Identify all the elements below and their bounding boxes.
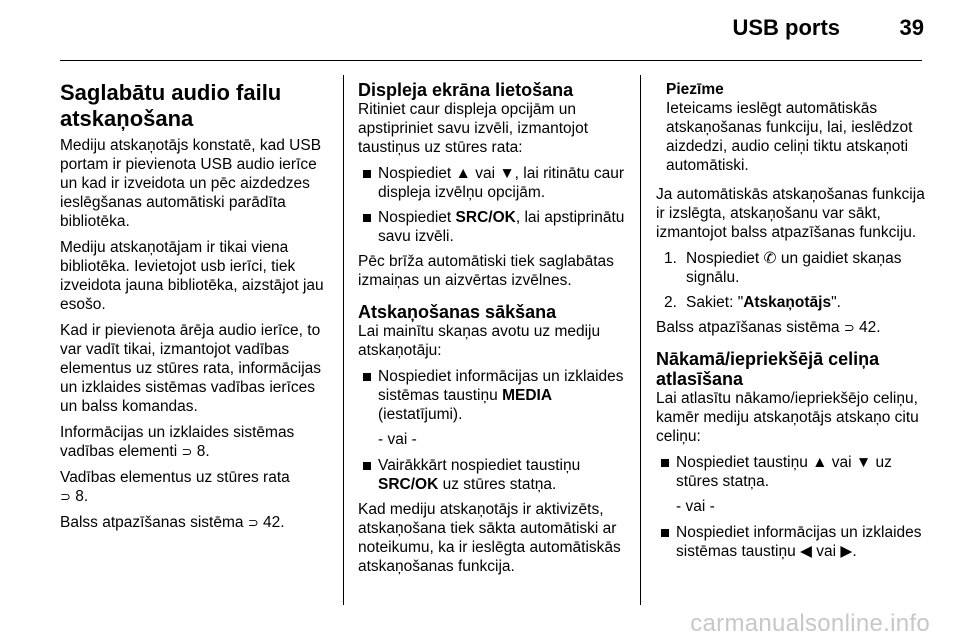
button-name: MEDIA — [502, 387, 553, 404]
numbered-item — [656, 249, 926, 287]
alternative-separator: - vai - — [676, 498, 715, 515]
list-item-text: un gaidiet skaņas signālu. — [686, 250, 902, 286]
paragraph-text: Informācijas un izklaides sistēmas vadības elementi — [60, 424, 295, 460]
note-title: Piezīme — [666, 81, 724, 98]
page-ref-icon: ⊃ — [843, 320, 855, 335]
list-item-text: , lai apstiprinātu savu izvēli. — [378, 209, 625, 245]
paragraph: Mediju atskaņotājam ir tikai viena bibliotēka. Ievietojot usb ierīci, tiek izveidota jauna bibliotēka, aizstājot jau esošo. — [60, 239, 324, 313]
paragraph-with-ref — [656, 318, 926, 337]
page-ref-icon: ⊃ — [60, 489, 71, 504]
bullet-list — [656, 453, 926, 491]
page-ref-link[interactable]: 42. — [263, 514, 285, 531]
bullet-list — [358, 367, 630, 424]
list-item — [358, 164, 630, 202]
section-heading-track-select: Nākamā/iepriekšējā celiņa atlasīšana — [656, 349, 880, 389]
bullet-list — [358, 164, 630, 246]
step-number: 1. — [664, 250, 677, 267]
column-divider-right — [640, 75, 641, 605]
section-title: USB ports — [732, 15, 840, 40]
section-heading-playback: Saglabātu audio failu atskaņošana — [60, 80, 282, 131]
list-item-text: Nospiediet informācijas un izklaides sistēmas taustiņu — [378, 368, 624, 404]
paragraph-text: Vadības elementus uz stūres rata — [60, 469, 290, 486]
column-2 — [358, 74, 630, 583]
button-name: SRC/OK — [378, 476, 439, 493]
list-item-text: ". — [831, 294, 841, 311]
column-divider-left — [343, 75, 344, 605]
column-3 — [656, 74, 926, 567]
list-item-text: Nospiediet informācijas un izklaides sistēmas taustiņu ◀ vai ▶. — [676, 524, 922, 560]
page-ref-icon: ⊃ — [181, 444, 193, 459]
paragraph-text: Balss atpazīšanas sistēma — [60, 514, 248, 531]
page-ref-link[interactable]: 8. — [75, 488, 89, 505]
bullet-square-icon — [363, 462, 371, 470]
numbered-item — [656, 293, 926, 312]
button-name: SRC/OK — [455, 209, 516, 226]
voice-command: Atskaņotājs — [743, 294, 832, 311]
page-ref-link[interactable]: 42. — [859, 319, 881, 336]
list-item-text: Sakiet: " — [686, 294, 744, 311]
paragraph-with-ref — [60, 468, 330, 506]
list-item-text: (iestatījumi). — [378, 406, 463, 423]
watermark: carmanualsonline.info — [690, 610, 930, 637]
bullet-square-icon — [363, 373, 371, 381]
list-item-text: Nospiediet ▲ vai ▼, lai ritinātu caur displeja izvēlņu opcijām. — [378, 165, 625, 201]
bullet-square-icon — [661, 529, 669, 537]
list-item-text: uz stūres statņa. — [438, 476, 557, 493]
bullet-square-icon — [661, 459, 669, 467]
bullet-list — [656, 523, 926, 561]
list-item-text: Nospiediet taustiņu ▲ vai ▼ uz stūres statņa. — [676, 454, 892, 490]
paragraph: Mediju atskaņotājs konstatē, kad USB portam ir pievienota USB audio ierīce un kad ir izveidota un pēc aizdedzes ieslēgšanas automātiski parādīta bibliotēka. — [60, 137, 322, 230]
paragraph: Kad ir pievienota ārēja audio ierīce, to var vadīt tikai, izmantojot vadības elementus uz stūres rata, informācijas un izklaides sistēmas vadības ierīces un balss komandas. — [60, 322, 322, 415]
alternative-separator: - vai - — [378, 431, 417, 448]
paragraph-with-ref — [60, 423, 330, 461]
list-item — [358, 456, 630, 494]
column-1 — [60, 74, 330, 539]
note-box — [656, 80, 926, 175]
voice-button-icon: ✆ — [763, 250, 777, 267]
bullet-list — [358, 456, 630, 494]
list-item-text: Vairākkārt nospiediet taustiņu — [378, 457, 581, 474]
paragraph-text: Balss atpazīšanas sistēma — [656, 319, 844, 336]
page-number: 39 — [899, 15, 924, 40]
paragraph: Kad mediju atskaņotājs ir aktivizēts, atskaņošana tiek sākta automātiski ar noteikumu, ka ir ieslēgta automātiskās atskaņošanas funkcija. — [358, 501, 621, 575]
paragraph: Pēc brīža automātiski tiek saglabātas izmaiņas un aizvērtas izvēlnes. — [358, 253, 614, 289]
list-item — [656, 453, 926, 491]
paragraph: Lai mainītu skaņas avotu uz mediju atskaņotāju: — [358, 323, 601, 359]
header-rule — [60, 60, 922, 61]
paragraph-with-ref — [60, 513, 330, 532]
bullet-square-icon — [363, 214, 371, 222]
section-heading-start-playback: Atskaņošanas sākšana — [358, 302, 557, 322]
page-ref-link[interactable]: 8. — [196, 443, 210, 460]
list-item-text: Nospiediet — [378, 209, 456, 226]
paragraph: Ritiniet caur displeja opcijām un apstipriniet savu izvēli, izmantojot taustiņus uz stūres rata: — [358, 101, 589, 156]
section-heading-display: Displeja ekrāna lietošana — [358, 80, 574, 100]
bullet-square-icon — [363, 170, 371, 178]
page-ref-icon: ⊃ — [247, 515, 259, 530]
step-number: 2. — [664, 294, 677, 311]
paragraph: Ja automātiskās atskaņošanas funkcija ir izslēgta, atskaņošanu var sākt, izmantojot balss atpazīšanas funkciju. — [656, 186, 925, 241]
note-text: Ieteicams ieslēgt automātiskās atskaņošanas funkciju, lai, ieslēdzot aizdedzi, audio celiņi tiktu atskaņoti automātiski. — [666, 100, 913, 174]
list-item — [358, 208, 630, 246]
list-item — [358, 367, 630, 424]
list-item — [656, 523, 926, 561]
list-item-text: Nospiediet — [686, 250, 764, 267]
numbered-list — [656, 249, 926, 312]
paragraph: Lai atlasītu nākamo/iepriekšējo celiņu, kamēr mediju atskaņotājs atskaņo citu celiņu: — [656, 390, 919, 445]
